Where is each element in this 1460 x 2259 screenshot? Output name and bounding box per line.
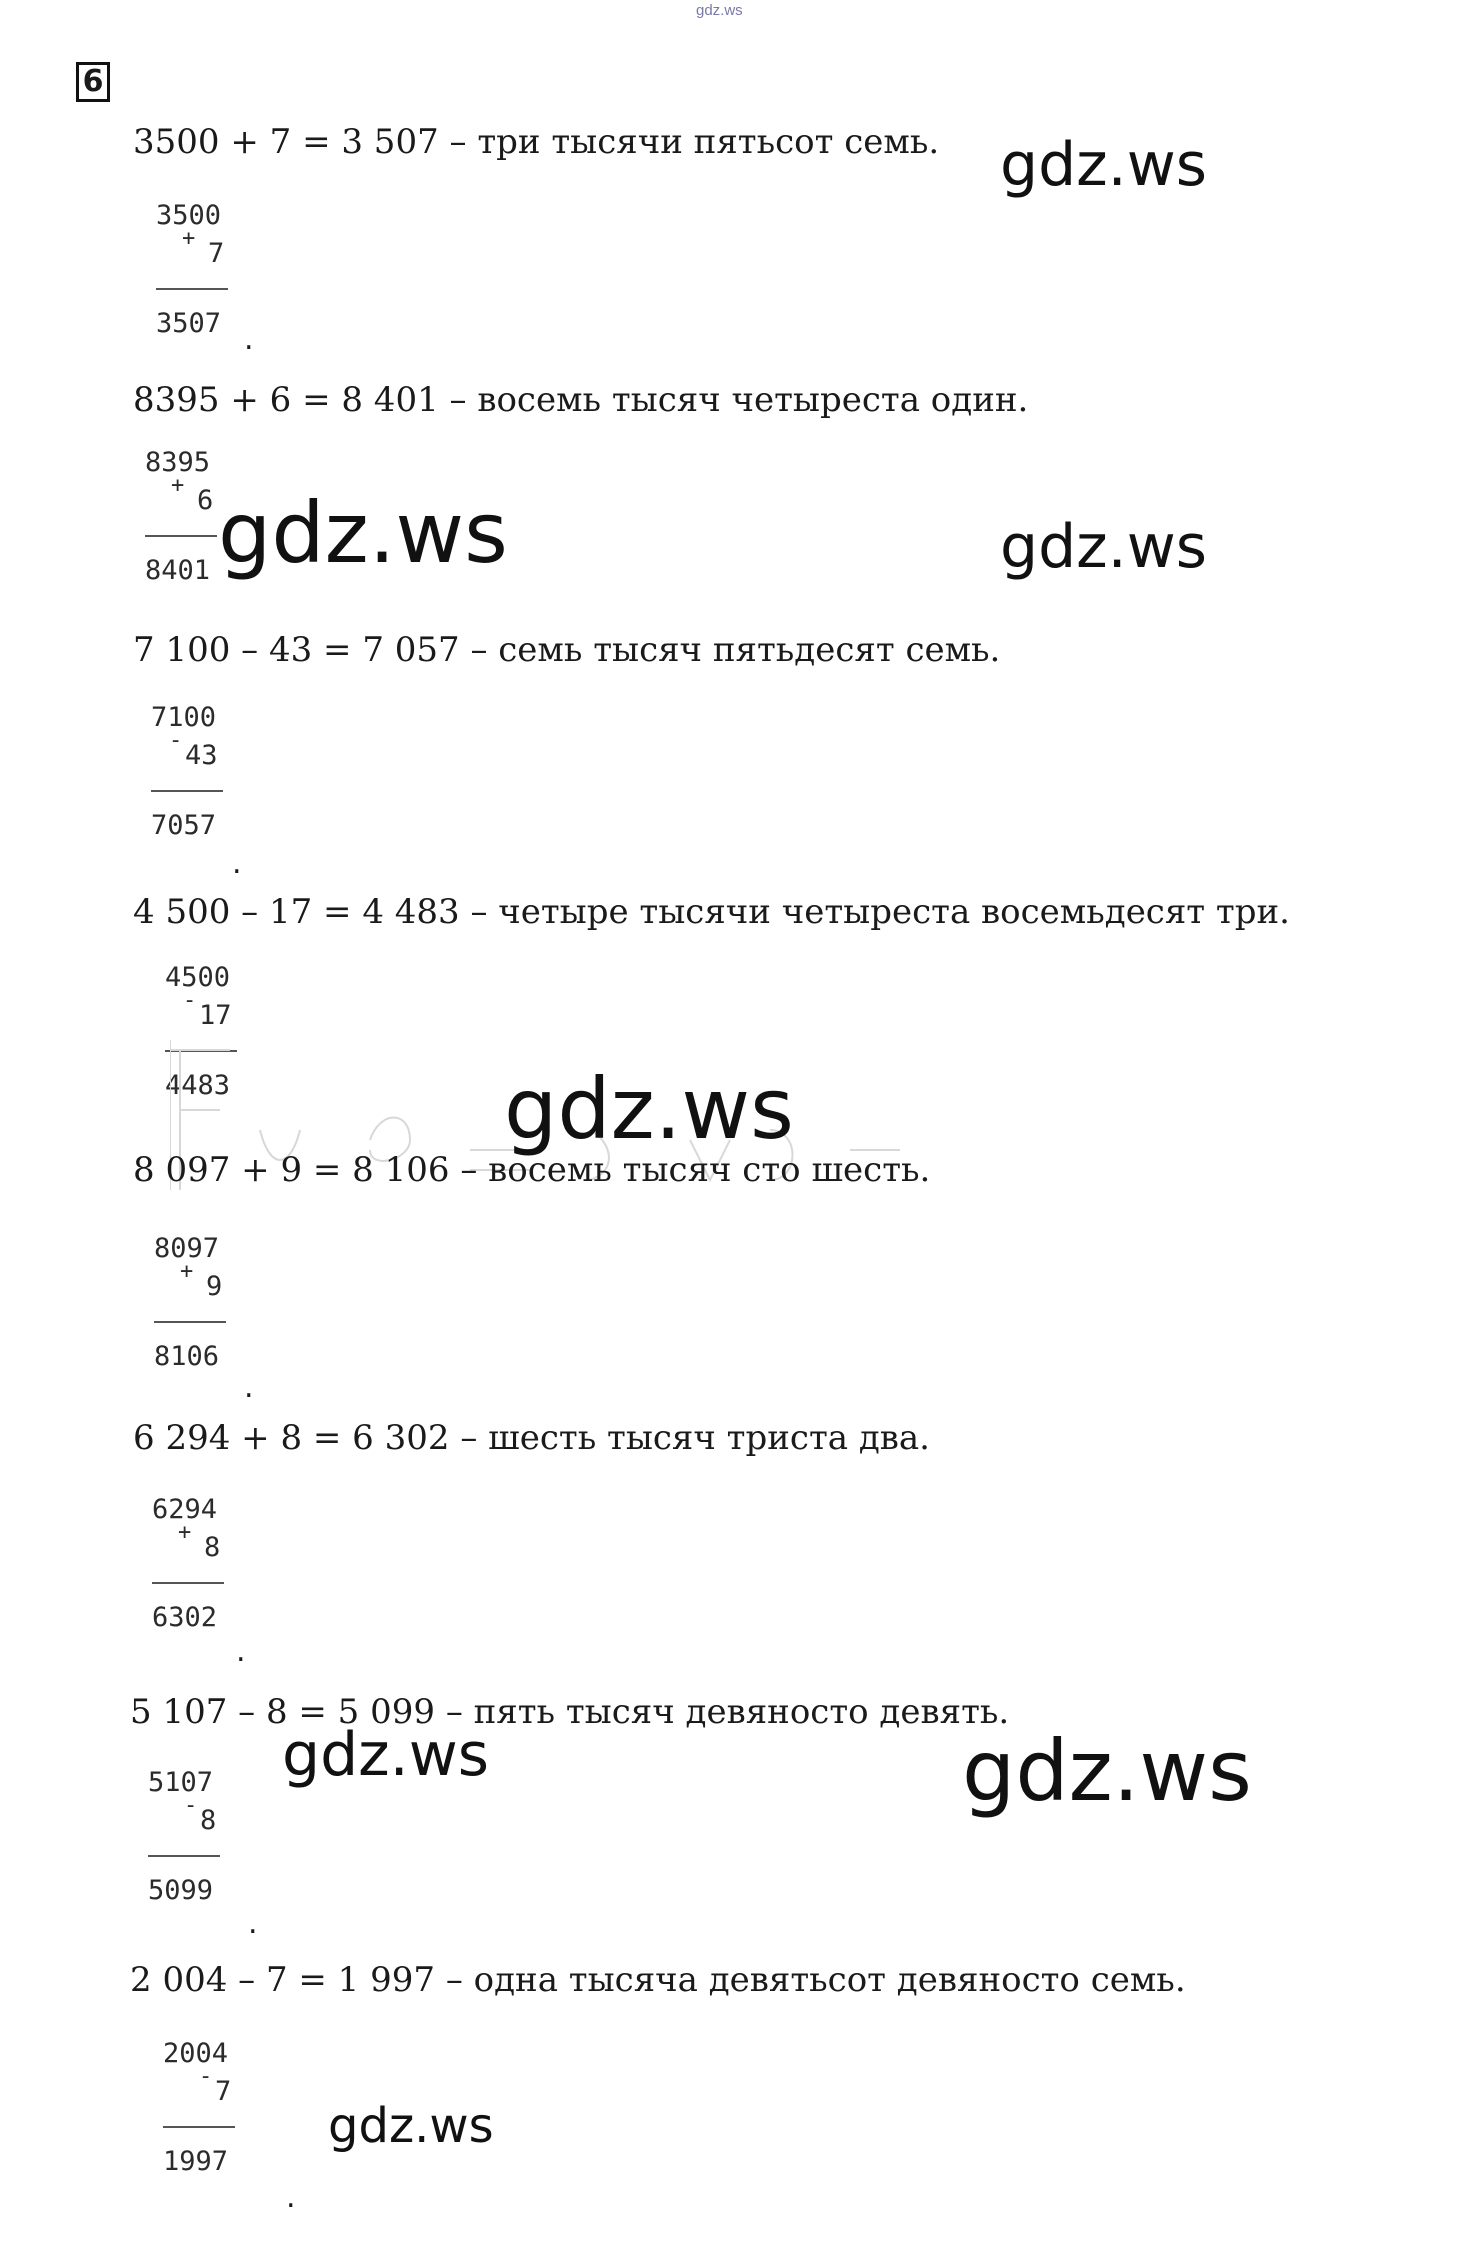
result: 4483 (165, 1070, 231, 1101)
result: 1997 (163, 2146, 229, 2177)
operator-sign: + (171, 473, 185, 498)
column-calc-8 (163, 2038, 253, 2188)
equation-4: 4 500 – 17 = 4 483 – четыре тысячи четыреста восемьдесят три. (133, 892, 1290, 932)
sum-line (152, 1582, 224, 1584)
result: 8401 (145, 555, 211, 586)
operator-sign: - (199, 2064, 213, 2089)
operator-sign: + (182, 226, 196, 251)
operand-bottom: 9 (206, 1271, 223, 1302)
watermark: gdz.ws (328, 2098, 494, 2154)
period-mark: . (236, 1634, 246, 1669)
result: 3507 (156, 308, 222, 339)
sum-line (148, 1855, 220, 1857)
equation-3: 7 100 – 43 = 7 057 – семь тысяч пятьдесят семь. (133, 630, 1001, 670)
equation-2: 8395 + 6 = 8 401 – восемь тысяч четыреста один. (133, 380, 1029, 420)
sum-line (151, 790, 223, 792)
operator-sign: + (180, 1259, 194, 1284)
operand-bottom: 7 (208, 238, 225, 269)
column-calc-1 (156, 200, 246, 350)
operator-sign: - (169, 728, 183, 753)
operand-top: 7100 (151, 702, 217, 733)
sum-line (165, 1050, 237, 1052)
operand-bottom: 17 (199, 1000, 232, 1031)
period-mark: . (244, 322, 254, 357)
watermark: gdz.ws (218, 484, 508, 582)
operand-bottom: 8 (204, 1532, 221, 1563)
watermark: gdz.ws (504, 1060, 794, 1158)
operator-sign: - (183, 988, 197, 1013)
column-calc-5 (154, 1233, 244, 1383)
watermark: gdz.ws (1000, 130, 1208, 200)
sum-line (163, 2126, 235, 2128)
equation-8: 2 004 – 7 = 1 997 – одна тысяча девятьсот девяносто семь. (130, 1960, 1186, 2000)
operand-top: 2004 (163, 2038, 229, 2069)
equation-5: 8 097 + 9 = 8 106 – восемь тысяч сто шесть. (133, 1150, 931, 1190)
column-calc-6 (152, 1494, 242, 1644)
operand-bottom: 6 (197, 485, 214, 516)
operand-top: 4500 (165, 962, 231, 993)
site-mark: gdz.ws (696, 2, 743, 19)
watermark: gdz.ws (1000, 512, 1208, 582)
operator-sign: - (184, 1793, 198, 1818)
operand-bottom: 8 (200, 1805, 217, 1836)
operand-top: 5107 (148, 1767, 214, 1798)
period-mark: . (286, 2180, 296, 2215)
result: 7057 (151, 810, 217, 841)
sum-line (145, 535, 217, 537)
equation-7: 5 107 – 8 = 5 099 – пять тысяч девяносто девять. (130, 1692, 1010, 1732)
watermark: gdz.ws (962, 1722, 1252, 1820)
sum-line (156, 288, 228, 290)
operand-top: 8097 (154, 1233, 220, 1264)
period-mark: . (248, 1906, 258, 1941)
equation-1: 3500 + 7 = 3 507 – три тысячи пятьсот семь. (133, 122, 940, 162)
period-mark: . (244, 1370, 254, 1405)
operand-top: 3500 (156, 200, 222, 231)
watermark: gdz.ws (282, 1720, 490, 1790)
operand-top: 8395 (145, 447, 211, 478)
column-calc-4 (165, 962, 255, 1112)
result: 6302 (152, 1602, 218, 1633)
operator-sign: + (178, 1520, 192, 1545)
result: 5099 (148, 1875, 214, 1906)
sum-line (154, 1321, 226, 1323)
equation-6: 6 294 + 8 = 6 302 – шесть тысяч триста два. (133, 1418, 930, 1458)
period-mark: . (232, 846, 242, 881)
operand-top: 6294 (152, 1494, 218, 1525)
column-calc-7 (148, 1767, 238, 1917)
task-number: 6 (76, 62, 110, 102)
operand-bottom: 43 (185, 740, 218, 771)
operand-bottom: 7 (215, 2076, 232, 2107)
column-calc-3 (151, 702, 241, 852)
result: 8106 (154, 1341, 220, 1372)
